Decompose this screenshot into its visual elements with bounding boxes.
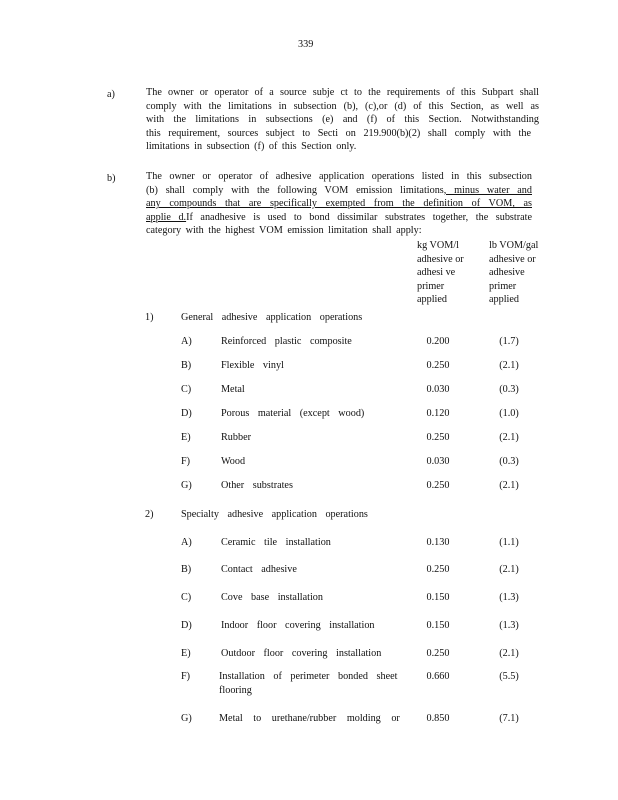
section-title: General adhesive application operations — [181, 312, 363, 323]
item-letter: C) — [181, 384, 192, 395]
item-label: Metal to urethane/rubber molding or — [219, 713, 400, 724]
para-b-line: The owner or operator of adhesive application operations listed in this subsection — [146, 171, 532, 182]
kg-column-header — [417, 239, 464, 307]
item-kg-value: 0.150 — [426, 592, 450, 603]
lb-header-line: primer — [489, 280, 517, 292]
item-lb-value: (0.3) — [499, 384, 519, 395]
item-lb-value: (2.1) — [499, 564, 519, 575]
item-kg-value: 0.250 — [426, 648, 450, 659]
item-lb-value: (2.1) — [499, 432, 519, 443]
para-a-label: a) — [107, 89, 115, 100]
item-letter: B) — [181, 564, 192, 575]
lb-header-line: lb VOM/gal — [489, 240, 539, 251]
para-b-line-underlined: any compounds that are specifically exempted from the definition of VOM, as — [146, 198, 532, 210]
para-b-line2-underlined: , minus water and — [443, 184, 532, 196]
item-label: Metal — [221, 384, 245, 395]
item-kg-value: 0.250 — [426, 564, 450, 575]
item-lb-value: (0.3) — [499, 456, 519, 467]
para-a-line: The owner or operator of a source subje ct to the requirements of this Subpart shall — [146, 87, 539, 98]
item-kg-value: 0.660 — [426, 671, 450, 682]
item-lb-value: (1.7) — [499, 336, 519, 347]
para-b-text — [146, 170, 532, 238]
item-label: Porous material (except wood) — [221, 408, 365, 419]
item-label: Installation of perimeter bonded sheet — [219, 671, 398, 682]
para-b-line: category with the highest VOM emission limitation shall apply: — [146, 225, 422, 237]
item-lb-value: (1.3) — [499, 592, 519, 603]
item-label: Outdoor floor covering installation — [221, 648, 382, 659]
item-lb-value: (5.5) — [499, 671, 519, 682]
item-label: Ceramic tile installation — [221, 537, 331, 548]
item-letter: G) — [181, 480, 192, 491]
item-label: Reinforced plastic composite — [221, 336, 352, 347]
para-b-line — [146, 184, 532, 198]
item-letter: C) — [181, 592, 192, 603]
item-kg-value: 0.250 — [426, 480, 450, 491]
item-lb-value: (1.3) — [499, 620, 519, 631]
kg-header-line: kg VOM/l — [417, 240, 459, 251]
item-letter: A) — [181, 336, 192, 347]
page-number: 339 — [298, 39, 314, 50]
item-kg-value: 0.120 — [426, 408, 450, 419]
item-letter: D) — [181, 408, 192, 419]
item-label: Wood — [221, 456, 246, 467]
para-a-text — [146, 86, 539, 154]
lb-header-line: adhesive — [489, 267, 525, 279]
para-b-line — [146, 211, 532, 225]
para-a-line: comply with the limitations in subsection (b), (c),or (d) of this Section, as well as — [146, 100, 539, 112]
item-lb-value: (1.0) — [499, 408, 519, 419]
para-a-line: with the limitations in subsections (e) and (f) of this Section. Notwithstanding — [146, 114, 539, 126]
item-kg-value: 0.130 — [426, 537, 450, 548]
kg-header-line: adhesi ve — [417, 267, 456, 279]
kg-header-line: applied — [417, 294, 447, 306]
item-kg-value: 0.250 — [426, 432, 450, 443]
item-kg-value: 0.850 — [426, 713, 450, 724]
kg-header-line: adhesive or — [417, 253, 464, 265]
item-letter: A) — [181, 537, 192, 548]
item-kg-value: 0.250 — [426, 360, 450, 371]
item-label: Other substrates — [221, 480, 293, 491]
item-label-continuation: flooring — [219, 685, 252, 696]
para-b-line4-underlined: applie d. — [146, 211, 187, 223]
para-a-line: limitations in subsection (f) of this Section only. — [146, 141, 357, 153]
section-number: 2) — [145, 509, 154, 520]
item-kg-value: 0.200 — [426, 336, 450, 347]
item-lb-value: (2.1) — [499, 648, 519, 659]
para-b-line2-pre: (b) shall comply with the following VOM emission limitations — [146, 184, 444, 196]
para-a-line: this requirement, sources subject to Secti on 219.900(b)(2) shall comply with the — [146, 127, 531, 139]
item-lb-value: (2.1) — [499, 480, 519, 491]
kg-header-line: primer — [417, 280, 445, 292]
item-lb-value: (1.1) — [499, 537, 519, 548]
para-b-line4-post: If anadhesive is used to bond dissimilar substrates together, the substrate — [186, 211, 532, 223]
item-letter: F) — [181, 456, 191, 467]
item-label: Flexible vinyl — [221, 360, 284, 371]
item-kg-value: 0.030 — [426, 456, 450, 467]
item-letter: E) — [181, 648, 191, 659]
para-b-label: b) — [107, 173, 116, 184]
item-letter: E) — [181, 432, 191, 443]
item-letter: D) — [181, 620, 192, 631]
section-number: 1) — [145, 312, 154, 323]
item-label: Rubber — [221, 432, 251, 443]
lb-header-line: adhesive or — [489, 253, 536, 265]
lb-header-line: applied — [489, 294, 519, 306]
item-letter: G) — [181, 713, 192, 724]
lb-column-header — [489, 239, 538, 307]
item-label: Contact adhesive — [221, 564, 297, 575]
item-label: Indoor floor covering installation — [221, 620, 375, 631]
section-title: Specialty adhesive application operations — [181, 509, 368, 520]
item-label: Cove base installation — [221, 592, 323, 603]
item-letter: B) — [181, 360, 192, 371]
item-kg-value: 0.150 — [426, 620, 450, 631]
item-lb-value: (7.1) — [499, 713, 519, 724]
item-kg-value: 0.030 — [426, 384, 450, 395]
item-letter: F) — [181, 671, 191, 682]
item-lb-value: (2.1) — [499, 360, 519, 371]
